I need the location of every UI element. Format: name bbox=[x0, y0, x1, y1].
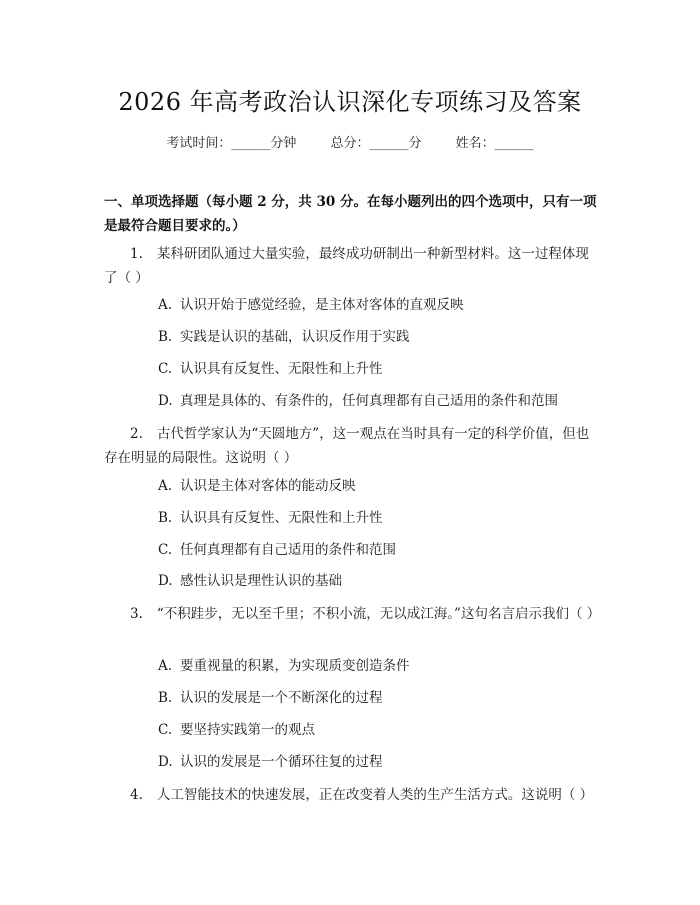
option-letter: B. bbox=[158, 690, 173, 706]
section-heading: 一、单项选择题（每小题 2 分，共 30 分。在每小题列出的四个选项中，只有一项是最符合题目要求的。） bbox=[104, 194, 597, 234]
option-text: 认识具有反复性、无限性和上升性 bbox=[180, 510, 383, 526]
option-letter: C. bbox=[158, 542, 173, 558]
option-letter: C. bbox=[158, 722, 173, 738]
option-text: 认识的发展是一个循环往复的过程 bbox=[180, 754, 383, 770]
question-number: 1. bbox=[130, 246, 143, 262]
question-2 bbox=[104, 422, 602, 470]
exam-meta bbox=[0, 132, 700, 151]
option-text: 实践是认识的基础，认识反作用于实践 bbox=[180, 329, 410, 345]
option-3c bbox=[158, 720, 598, 740]
option-text: 要重视量的积累，为实现质变创造条件 bbox=[180, 658, 410, 674]
page-title: 2026 年高考政治认识深化专项练习及答案 bbox=[118, 88, 582, 116]
option-3d bbox=[158, 752, 598, 772]
option-text: 认识具有反复性、无限性和上升性 bbox=[180, 361, 383, 377]
question-4 bbox=[104, 783, 602, 807]
question-text: 某科研团队通过大量实验，最终成功研制出一种新型材料。这一过程体现了（ ） bbox=[104, 246, 589, 286]
exam-score: 总分：______分 bbox=[330, 136, 422, 151]
question-number: 2. bbox=[130, 426, 143, 442]
option-letter: A. bbox=[158, 658, 173, 674]
option-letter: C. bbox=[158, 361, 173, 377]
option-text: 真理是具体的、有条件的，任何真理都有自己适用的条件和范围 bbox=[180, 393, 558, 409]
option-letter: B. bbox=[158, 329, 173, 345]
option-letter: A. bbox=[158, 478, 173, 494]
option-3a bbox=[158, 656, 598, 676]
option-text: 认识是主体对客体的能动反映 bbox=[180, 478, 356, 494]
option-2d bbox=[158, 571, 598, 591]
option-3b bbox=[158, 688, 598, 708]
question-1 bbox=[104, 242, 602, 290]
exam-time: 考试时间：______分钟 bbox=[166, 136, 297, 151]
option-2a bbox=[158, 476, 598, 496]
option-text: 认识开始于感觉经验，是主体对客体的直观反映 bbox=[180, 297, 464, 313]
option-text: 认识的发展是一个不断深化的过程 bbox=[180, 690, 383, 706]
option-1c bbox=[158, 359, 598, 379]
option-text: 要坚持实践第一的观点 bbox=[180, 722, 315, 738]
question-text: 古代哲学家认为“天圆地方”，这一观点在当时具有一定的科学价值，但也存在明显的局限性。这说明（ ） bbox=[104, 426, 590, 466]
option-letter: B. bbox=[158, 510, 173, 526]
option-1a bbox=[158, 295, 598, 315]
exam-name: 姓名：______ bbox=[455, 136, 534, 151]
question-number: 4. bbox=[130, 787, 143, 803]
option-2c bbox=[158, 540, 598, 560]
option-1b bbox=[158, 327, 598, 347]
option-letter: A. bbox=[158, 297, 173, 313]
option-text: 任何真理都有自己适用的条件和范围 bbox=[180, 542, 396, 558]
option-2b bbox=[158, 508, 598, 528]
question-number: 3. bbox=[130, 606, 143, 622]
question-text: 人工智能技术的快速发展，正在改变着人类的生产生活方式。这说明（ ） bbox=[156, 787, 594, 803]
option-1d bbox=[158, 391, 598, 411]
option-text: 感性认识是理性认识的基础 bbox=[180, 573, 342, 589]
option-letter: D. bbox=[158, 754, 173, 770]
option-letter: D. bbox=[158, 573, 173, 589]
question-text: “不积跬步，无以至千里；不积小流，无以成江海。”这句名言启示我们（ ） bbox=[156, 606, 601, 622]
option-letter: D. bbox=[158, 393, 173, 409]
question-3 bbox=[104, 602, 602, 626]
